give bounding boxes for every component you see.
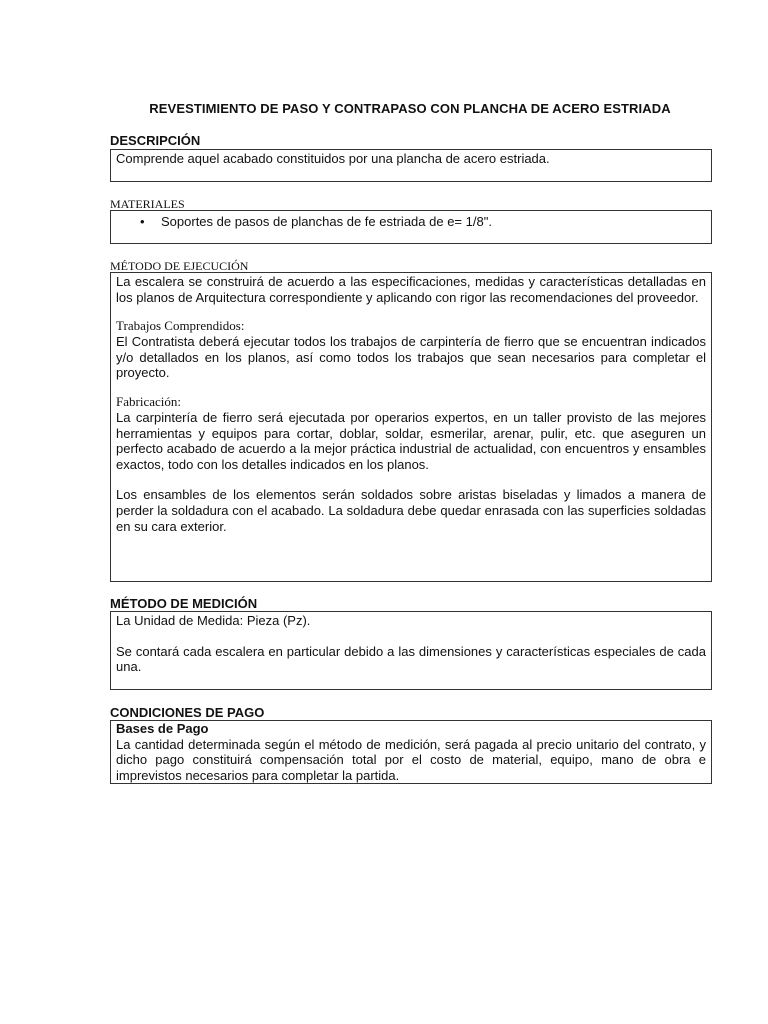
- materiales-item-text: Soportes de pasos de planchas de fe estriada de e= 1/8".: [161, 214, 492, 229]
- bases-pago-heading: Bases de Pago: [116, 721, 209, 736]
- descripcion-heading: DESCRIPCIÓN: [110, 133, 201, 148]
- bullet-icon: •: [140, 214, 145, 229]
- metodo-ejecucion-box: [110, 272, 712, 582]
- metodo-medicion-box: [110, 611, 712, 690]
- document-title: REVESTIMIENTO DE PASO Y CONTRAPASO CON PLANCHA DE ACERO ESTRIADA: [149, 101, 671, 116]
- list-item: [116, 214, 706, 230]
- descripcion-box: [110, 149, 712, 182]
- unidad-medida-text: La Unidad de Medida: Pieza (Pz).: [116, 613, 311, 628]
- materiales-heading: MATERIALES: [110, 197, 185, 211]
- trabajos-text: El Contratista deberá ejecutar todos los trabajos de carpintería de fierro que se encuentran indicados y/o detallados en los planos, así como todos los trabajos que sean necesarios para completar el proyecto.: [116, 334, 706, 381]
- trabajos-heading: Trabajos Comprendidos:: [116, 318, 245, 334]
- materiales-box: [110, 210, 712, 244]
- descripcion-text: Comprende aquel acabado constituidos por una plancha de acero estriada.: [116, 151, 550, 166]
- metodo-medicion-heading: MÉTODO DE MEDICIÓN: [110, 596, 258, 611]
- medicion-text: Se contará cada escalera en particular debido a las dimensiones y características especiales de cada una.: [116, 643, 706, 675]
- condiciones-pago-box: [110, 720, 712, 784]
- ejecucion-intro-text: La escalera se construirá de acuerdo a las especificaciones, medidas y características detalladas en los planos de Arquitectura correspondiente y aplicando con rigor las recomendaciones del proveedor.: [116, 274, 706, 305]
- condiciones-pago-heading: CONDICIONES DE PAGO: [110, 705, 265, 720]
- metodo-ejecucion-heading: MÉTODO DE EJECUCIÓN: [110, 259, 249, 273]
- fabricacion-text: La carpintería de fierro será ejecutada por operarios expertos, en un taller provisto de las mejores herramientas y equipos para cortar, doblar, soldar, esmerilar, arenar, pulir, etc. que aseguren un perfecto acabado de acuerdo a la mejor práctica industrial de actualidad, con encuentros y ensambles exactos, todo con los detalles indicados en los planos.: [116, 409, 706, 472]
- bases-pago-text: La cantidad determinada según el método de medición, será pagada al precio unitario del contrato, y dicho pago constituirá compensación total por el costo de material, equipo, mano de obra e imprevistos necesarios para completar la partida.: [116, 736, 706, 783]
- fabricacion-heading: Fabricación:: [116, 393, 181, 409]
- ensambles-text: Los ensambles de los elementos serán soldados sobre aristas biseladas y limados a manera de perder la soldadura con el acabado. La soldadura debe quedar enrasada con las superficies soldadas en su cara exterior.: [116, 487, 706, 534]
- materiales-list: [116, 214, 706, 230]
